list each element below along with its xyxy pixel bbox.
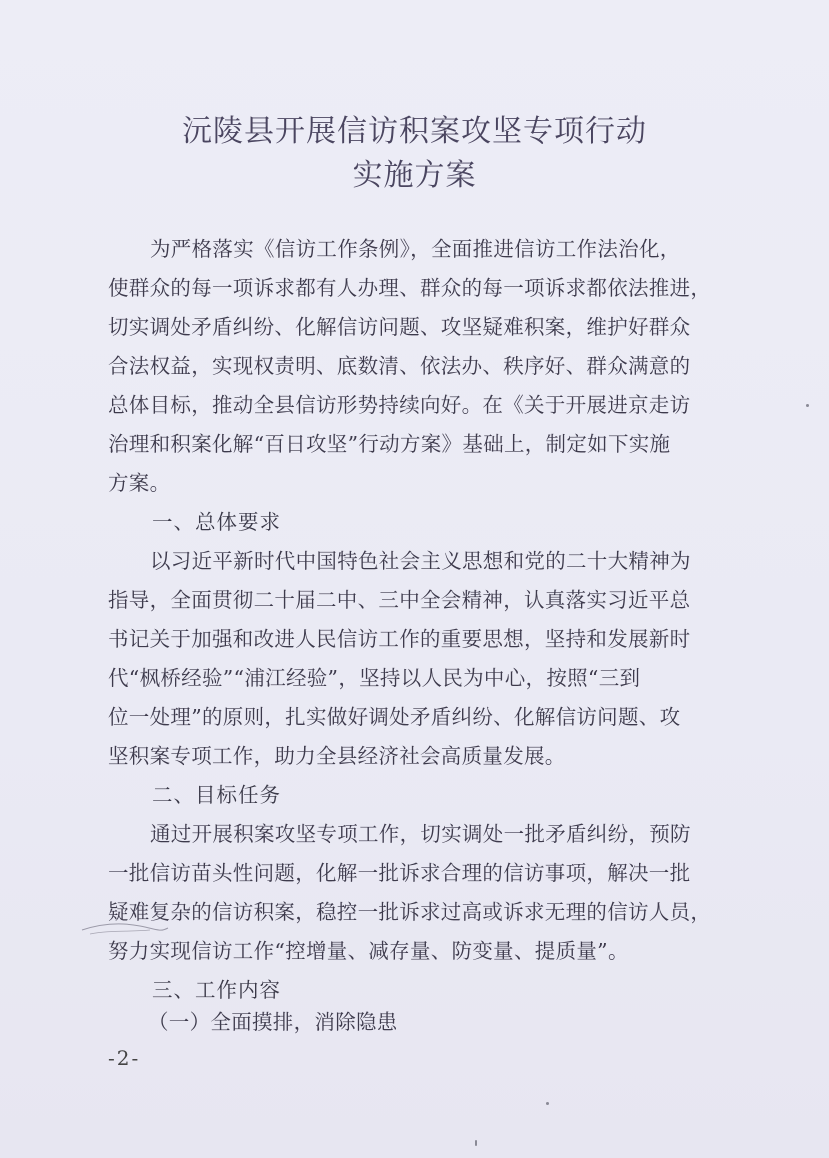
section1-line: 坚积案专项工作，助力全县经济社会高质量发展。 [108,744,566,768]
intro-line: 总体目标，推动全县信访形势持续向好。在《关于开展进京走访 [108,393,691,417]
section1-line: 指导，全面贯彻二十届二中、三中全会精神，认真落实习近平总 [108,588,691,612]
section-heading-work-content: 三、工作内容 [152,978,281,1002]
section1-line: 书记关于加强和改进人民信访工作的重要思想，坚持和发展新时 [108,627,691,651]
intro-line: 为严格落实《信访工作条例》，全面推进信访工作法治化， [150,237,681,261]
scan-speck [475,1140,477,1146]
intro-line: 合法权益，实现权责明、底数清、依法办、秩序好、群众满意的 [108,354,691,378]
section2-line: 努力实现信访工作“控增量、减存量、防变量、提质量”。 [108,939,629,963]
intro-line: 使群众的每一项诉求都有人办理、群众的每一项诉求都依法推进， [108,276,712,300]
section2-line: 通过开展积案攻坚专项工作，切实调处一批矛盾纠纷，预防 [150,822,691,846]
section2-line: 疑难复杂的信访积案，稳控一批诉求过高或诉求无理的信访人员， [108,900,712,924]
subsection-heading: （一）全面摸排，消除隐患 [148,1010,398,1034]
section-heading-general-requirements: 一、总体要求 [152,510,281,534]
section2-line: 一批信访苗头性问题，化解一批诉求合理的信访事项，解决一批 [108,861,691,885]
section1-line: 代“枫桥经验”“浦江经验”，坚持以人民为中心，按照“三到 [108,666,641,690]
pen-mark-scribble [80,918,170,942]
section1-line: 以习近平新时代中国特色社会主义思想和党的二十大精神为 [150,549,691,573]
section1-line: 位一处理”的原则，扎实做好调处矛盾纠纷、化解信访问题、攻 [108,705,681,729]
document-title-line1: 沅陵县开展信访积案攻坚专项行动 [182,114,647,149]
intro-line: 方案。 [108,471,171,495]
intro-line: 切实调处矛盾纠纷、化解信访问题、攻坚疑难积案，维护好群众 [108,315,691,339]
section-heading-goals: 二、目标任务 [152,783,281,807]
intro-line: 治理和积案化解“百日攻坚”行动方案》基础上，制定如下实施 [108,432,671,456]
scan-speck [546,1102,549,1105]
scan-speck [806,404,809,407]
page-number: -2- [108,1046,141,1070]
document-title-line2: 实施方案 [352,158,477,193]
